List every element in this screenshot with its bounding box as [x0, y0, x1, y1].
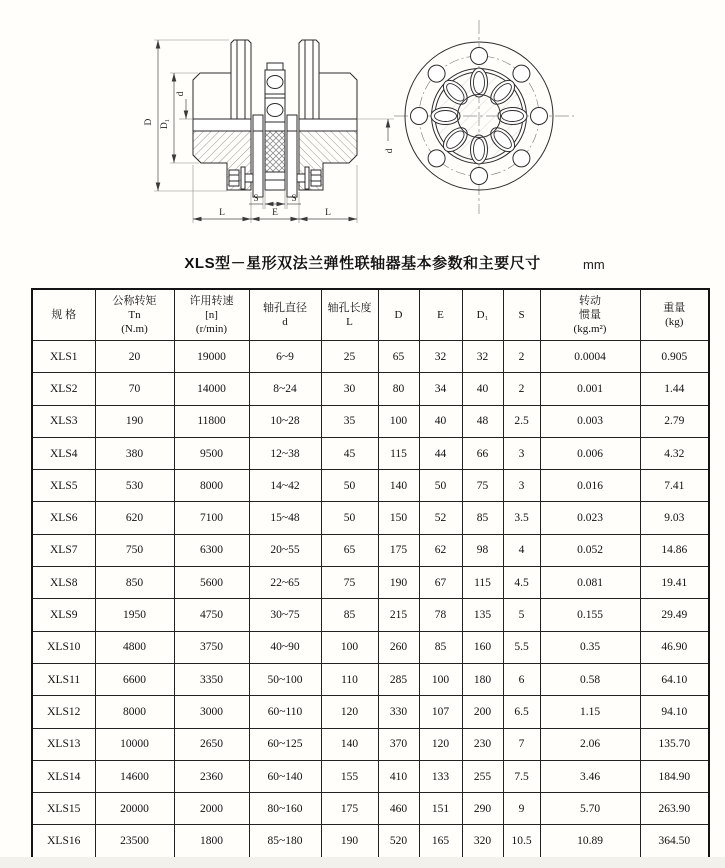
value-cell: 7.41	[640, 470, 709, 502]
value-cell: 120	[321, 696, 378, 728]
value-cell: 140	[321, 728, 378, 760]
value-cell: 530	[95, 470, 174, 502]
value-cell: 0.35	[540, 631, 640, 663]
table-row	[32, 696, 709, 728]
value-cell: 2.06	[540, 728, 640, 760]
value-cell: 263.90	[640, 793, 709, 825]
table-row	[32, 760, 709, 792]
value-cell: 0.58	[540, 663, 640, 695]
value-cell: 215	[378, 599, 419, 631]
table-row	[32, 663, 709, 695]
value-cell: 3750	[174, 631, 249, 663]
value-cell: 380	[95, 437, 174, 469]
value-cell: 75	[321, 567, 378, 599]
spec-cell: XLS2	[32, 373, 95, 405]
value-cell: 0.081	[540, 567, 640, 599]
value-cell: 12~38	[249, 437, 321, 469]
bolt-washer	[241, 167, 245, 189]
value-cell: 20~55	[249, 534, 321, 566]
value-cell: 85~180	[249, 825, 321, 858]
page-title: XLS型－星形双法兰弹性联轴器基本参数和主要尺寸	[184, 255, 541, 272]
value-cell: 5.70	[540, 793, 640, 825]
value-cell: 7.5	[503, 760, 540, 792]
value-cell: 15~48	[249, 502, 321, 534]
table-row	[32, 599, 709, 631]
value-cell: 6300	[174, 534, 249, 566]
spec-cell: XLS14	[32, 760, 95, 792]
bore-band	[193, 119, 251, 131]
value-cell: 135	[462, 599, 503, 631]
value-cell: 40	[462, 373, 503, 405]
value-cell: 9500	[174, 437, 249, 469]
table-row	[32, 793, 709, 825]
value-cell: 14.86	[640, 534, 709, 566]
table-row	[32, 373, 709, 405]
value-cell: 750	[95, 534, 174, 566]
value-cell: 30~75	[249, 599, 321, 631]
page-bottom-strip	[0, 857, 725, 868]
spec-cell: XLS4	[32, 437, 95, 469]
value-cell: 175	[378, 534, 419, 566]
value-cell: 140	[378, 470, 419, 502]
value-cell: 330	[378, 696, 419, 728]
value-cell: 100	[321, 631, 378, 663]
value-cell: 52	[419, 502, 462, 534]
column-header-1: 公称转矩 Tn (N.m)	[95, 289, 174, 341]
value-cell: 230	[462, 728, 503, 760]
column-header-5: D	[378, 289, 419, 341]
table-row	[32, 470, 709, 502]
value-cell: 29.49	[640, 599, 709, 631]
value-cell: 4800	[95, 631, 174, 663]
bolt-head	[229, 170, 239, 186]
value-cell: 85	[321, 599, 378, 631]
value-cell: 64.10	[640, 663, 709, 695]
value-cell: 5600	[174, 567, 249, 599]
spec-cell: XLS8	[32, 567, 95, 599]
table-row	[32, 405, 709, 437]
table-row	[32, 534, 709, 566]
value-cell: 60~140	[249, 760, 321, 792]
value-cell: 5	[503, 599, 540, 631]
column-header-3: 轴孔直径 d	[249, 289, 321, 341]
spec-cell: XLS16	[32, 825, 95, 858]
column-header-9: 转动 惯量 (kg.m²)	[540, 289, 640, 341]
value-cell: 10000	[95, 728, 174, 760]
value-cell: 14~42	[249, 470, 321, 502]
value-cell: 4.32	[640, 437, 709, 469]
value-cell: 0.155	[540, 599, 640, 631]
value-cell: 65	[378, 341, 419, 373]
value-cell: 3	[503, 470, 540, 502]
spec-cell: XLS10	[32, 631, 95, 663]
column-header-2: 许用转速 [n] (r/min)	[174, 289, 249, 341]
value-cell: 2360	[174, 760, 249, 792]
value-cell: 66	[462, 437, 503, 469]
dim-label-L-right: L	[325, 208, 331, 218]
technical-drawing	[0, 0, 725, 250]
value-cell: 370	[378, 728, 419, 760]
hub-boss-outline	[231, 40, 251, 119]
table-row	[32, 341, 709, 373]
value-cell: 8000	[174, 470, 249, 502]
value-cell: 98	[462, 534, 503, 566]
value-cell: 85	[462, 502, 503, 534]
value-cell: 3000	[174, 696, 249, 728]
value-cell: 10.89	[540, 825, 640, 858]
spider-element	[265, 63, 285, 190]
value-cell: 2.5	[503, 405, 540, 437]
value-cell: 45	[321, 437, 378, 469]
value-cell: 40~90	[249, 631, 321, 663]
value-cell: 94.10	[640, 696, 709, 728]
value-cell: 165	[419, 825, 462, 858]
table-header-row	[32, 289, 709, 341]
value-cell: 4.5	[503, 567, 540, 599]
value-cell: 0.006	[540, 437, 640, 469]
value-cell: 35	[321, 405, 378, 437]
dim-label-E: E	[272, 208, 278, 218]
spec-cell: XLS5	[32, 470, 95, 502]
value-cell: 850	[95, 567, 174, 599]
value-cell: 78	[419, 599, 462, 631]
table-body	[32, 341, 709, 859]
dim-label-S-left: S	[253, 194, 259, 204]
value-cell: 6~9	[249, 341, 321, 373]
value-cell: 4	[503, 534, 540, 566]
value-cell: 6.5	[503, 696, 540, 728]
spec-cell: XLS15	[32, 793, 95, 825]
value-cell: 190	[378, 567, 419, 599]
value-cell: 190	[321, 825, 378, 858]
value-cell: 3.46	[540, 760, 640, 792]
value-cell: 2000	[174, 793, 249, 825]
value-cell: 2.79	[640, 405, 709, 437]
value-cell: 110	[321, 663, 378, 695]
value-cell: 20	[95, 341, 174, 373]
value-cell: 200	[462, 696, 503, 728]
value-cell: 0.003	[540, 405, 640, 437]
column-header-8: S	[503, 289, 540, 341]
value-cell: 0.016	[540, 470, 640, 502]
value-cell: 135.70	[640, 728, 709, 760]
dim-label-D: D	[144, 118, 154, 126]
value-cell: 22~65	[249, 567, 321, 599]
flange-disc	[253, 115, 263, 197]
value-cell: 8000	[95, 696, 174, 728]
value-cell: 620	[95, 502, 174, 534]
value-cell: 520	[378, 825, 419, 858]
value-cell: 255	[462, 760, 503, 792]
value-cell: 460	[378, 793, 419, 825]
value-cell: 50	[321, 470, 378, 502]
value-cell: 410	[378, 760, 419, 792]
column-header-7: D₁	[462, 289, 503, 341]
dim-label-D1: D₁	[160, 118, 170, 130]
value-cell: 8~24	[249, 373, 321, 405]
value-cell: 34	[419, 373, 462, 405]
value-cell: 19.41	[640, 567, 709, 599]
value-cell: 320	[462, 825, 503, 858]
value-cell: 190	[95, 405, 174, 437]
value-cell: 75	[462, 470, 503, 502]
value-cell: 151	[419, 793, 462, 825]
value-cell: 62	[419, 534, 462, 566]
value-cell: 44	[419, 437, 462, 469]
value-cell: 1.15	[540, 696, 640, 728]
value-cell: 20000	[95, 793, 174, 825]
value-cell: 155	[321, 760, 378, 792]
value-cell: 50~100	[249, 663, 321, 695]
value-cell: 0.0004	[540, 341, 640, 373]
value-cell: 107	[419, 696, 462, 728]
value-cell: 70	[95, 373, 174, 405]
value-cell: 175	[321, 793, 378, 825]
dim-label-d-right: d	[385, 148, 395, 154]
value-cell: 23500	[95, 825, 174, 858]
value-cell: 10~28	[249, 405, 321, 437]
value-cell: 3.5	[503, 502, 540, 534]
table-row	[32, 728, 709, 760]
value-cell: 60~110	[249, 696, 321, 728]
spec-cell: XLS9	[32, 599, 95, 631]
spec-cell: XLS11	[32, 663, 95, 695]
value-cell: 120	[419, 728, 462, 760]
value-cell: 65	[321, 534, 378, 566]
value-cell: 290	[462, 793, 503, 825]
spec-cell: XLS13	[32, 728, 95, 760]
value-cell: 80~160	[249, 793, 321, 825]
unit-label: mm	[583, 257, 605, 272]
spec-cell: XLS1	[32, 341, 95, 373]
value-cell: 14000	[174, 373, 249, 405]
value-cell: 9	[503, 793, 540, 825]
table-row	[32, 502, 709, 534]
value-cell: 6	[503, 663, 540, 695]
value-cell: 19000	[174, 341, 249, 373]
flange-body-outline	[193, 73, 231, 119]
value-cell: 32	[462, 341, 503, 373]
value-cell: 4750	[174, 599, 249, 631]
column-header-0: 规 格	[32, 289, 95, 341]
column-header-6: E	[419, 289, 462, 341]
spec-table	[31, 288, 710, 860]
value-cell: 67	[419, 567, 462, 599]
dim-label-S-right: S	[291, 194, 297, 204]
column-header-10: 重量 (kg)	[640, 289, 709, 341]
value-cell: 1950	[95, 599, 174, 631]
value-cell: 25	[321, 341, 378, 373]
value-cell: 1800	[174, 825, 249, 858]
value-cell: 260	[378, 631, 419, 663]
value-cell: 100	[378, 405, 419, 437]
spec-cell: XLS3	[32, 405, 95, 437]
value-cell: 1.44	[640, 373, 709, 405]
value-cell: 7	[503, 728, 540, 760]
value-cell: 46.90	[640, 631, 709, 663]
value-cell: 0.905	[640, 341, 709, 373]
front-view	[394, 20, 574, 214]
value-cell: 2	[503, 373, 540, 405]
value-cell: 85	[419, 631, 462, 663]
value-cell: 30	[321, 373, 378, 405]
value-cell: 10.5	[503, 825, 540, 858]
value-cell: 150	[378, 502, 419, 534]
value-cell: 3350	[174, 663, 249, 695]
value-cell: 115	[378, 437, 419, 469]
spec-cell: XLS7	[32, 534, 95, 566]
dim-label-L-left: L	[219, 208, 225, 218]
value-cell: 60~125	[249, 728, 321, 760]
value-cell: 50	[419, 470, 462, 502]
value-cell: 5.5	[503, 631, 540, 663]
table-row	[32, 631, 709, 663]
table-row	[32, 437, 709, 469]
table-row	[32, 567, 709, 599]
value-cell: 9.03	[640, 502, 709, 534]
value-cell: 364.50	[640, 825, 709, 858]
table-row	[32, 825, 709, 858]
value-cell: 100	[419, 663, 462, 695]
value-cell: 0.023	[540, 502, 640, 534]
value-cell: 285	[378, 663, 419, 695]
value-cell: 7100	[174, 502, 249, 534]
value-cell: 3	[503, 437, 540, 469]
value-cell: 32	[419, 341, 462, 373]
value-cell: 160	[462, 631, 503, 663]
spec-cell: XLS12	[32, 696, 95, 728]
value-cell: 133	[419, 760, 462, 792]
dim-label-d-left: d	[176, 91, 186, 97]
value-cell: 180	[462, 663, 503, 695]
value-cell: 6600	[95, 663, 174, 695]
value-cell: 2	[503, 341, 540, 373]
value-cell: 80	[378, 373, 419, 405]
value-cell: 40	[419, 405, 462, 437]
value-cell: 115	[462, 567, 503, 599]
value-cell: 11800	[174, 405, 249, 437]
value-cell: 0.052	[540, 534, 640, 566]
column-header-4: 轴孔长度 L	[321, 289, 378, 341]
value-cell: 0.001	[540, 373, 640, 405]
spec-cell: XLS6	[32, 502, 95, 534]
value-cell: 184.90	[640, 760, 709, 792]
value-cell: 2650	[174, 728, 249, 760]
value-cell: 48	[462, 405, 503, 437]
value-cell: 50	[321, 502, 378, 534]
coupling-drawing-svg	[0, 0, 725, 250]
section-view	[144, 40, 395, 223]
value-cell: 14600	[95, 760, 174, 792]
